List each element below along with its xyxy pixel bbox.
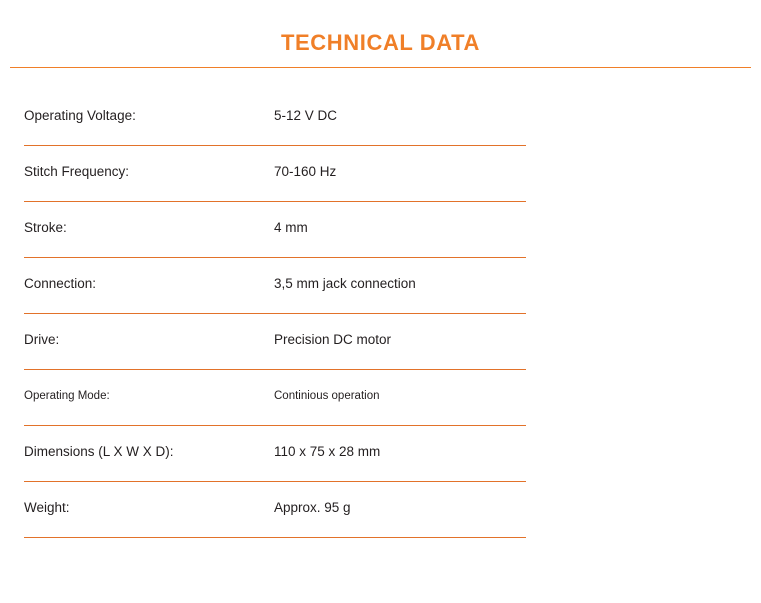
spec-value: 4 mm	[274, 220, 308, 235]
table-row	[24, 258, 526, 314]
page-title: TECHNICAL DATA	[280, 30, 481, 55]
spec-label: Dimensions (L X W X D):	[24, 444, 174, 459]
table-row	[24, 426, 526, 482]
spec-value: Continious operation	[274, 390, 380, 402]
spec-label: Weight:	[24, 500, 70, 515]
spec-label: Operating Mode:	[24, 390, 110, 402]
table-row	[24, 314, 526, 370]
title-divider	[10, 67, 751, 68]
spec-label: Drive:	[24, 332, 60, 347]
spec-value: Approx. 95 g	[274, 500, 351, 515]
spec-label: Connection:	[24, 276, 97, 291]
spec-label: Stroke:	[24, 220, 67, 235]
table-row	[24, 370, 526, 426]
spec-value: 70-160 Hz	[274, 164, 337, 179]
spec-value: Precision DC motor	[274, 332, 392, 347]
table-row	[24, 90, 526, 146]
spec-value: 5-12 V DC	[274, 108, 338, 123]
specifications-table	[24, 90, 526, 538]
table-row	[24, 146, 526, 202]
spec-value: 3,5 mm jack connection	[274, 276, 416, 291]
table-row	[24, 482, 526, 538]
spec-value: 110 x 75 x 28 mm	[274, 444, 381, 459]
spec-label: Operating Voltage:	[24, 108, 136, 123]
table-row	[24, 202, 526, 258]
spec-label: Stitch Frequency:	[24, 164, 130, 179]
